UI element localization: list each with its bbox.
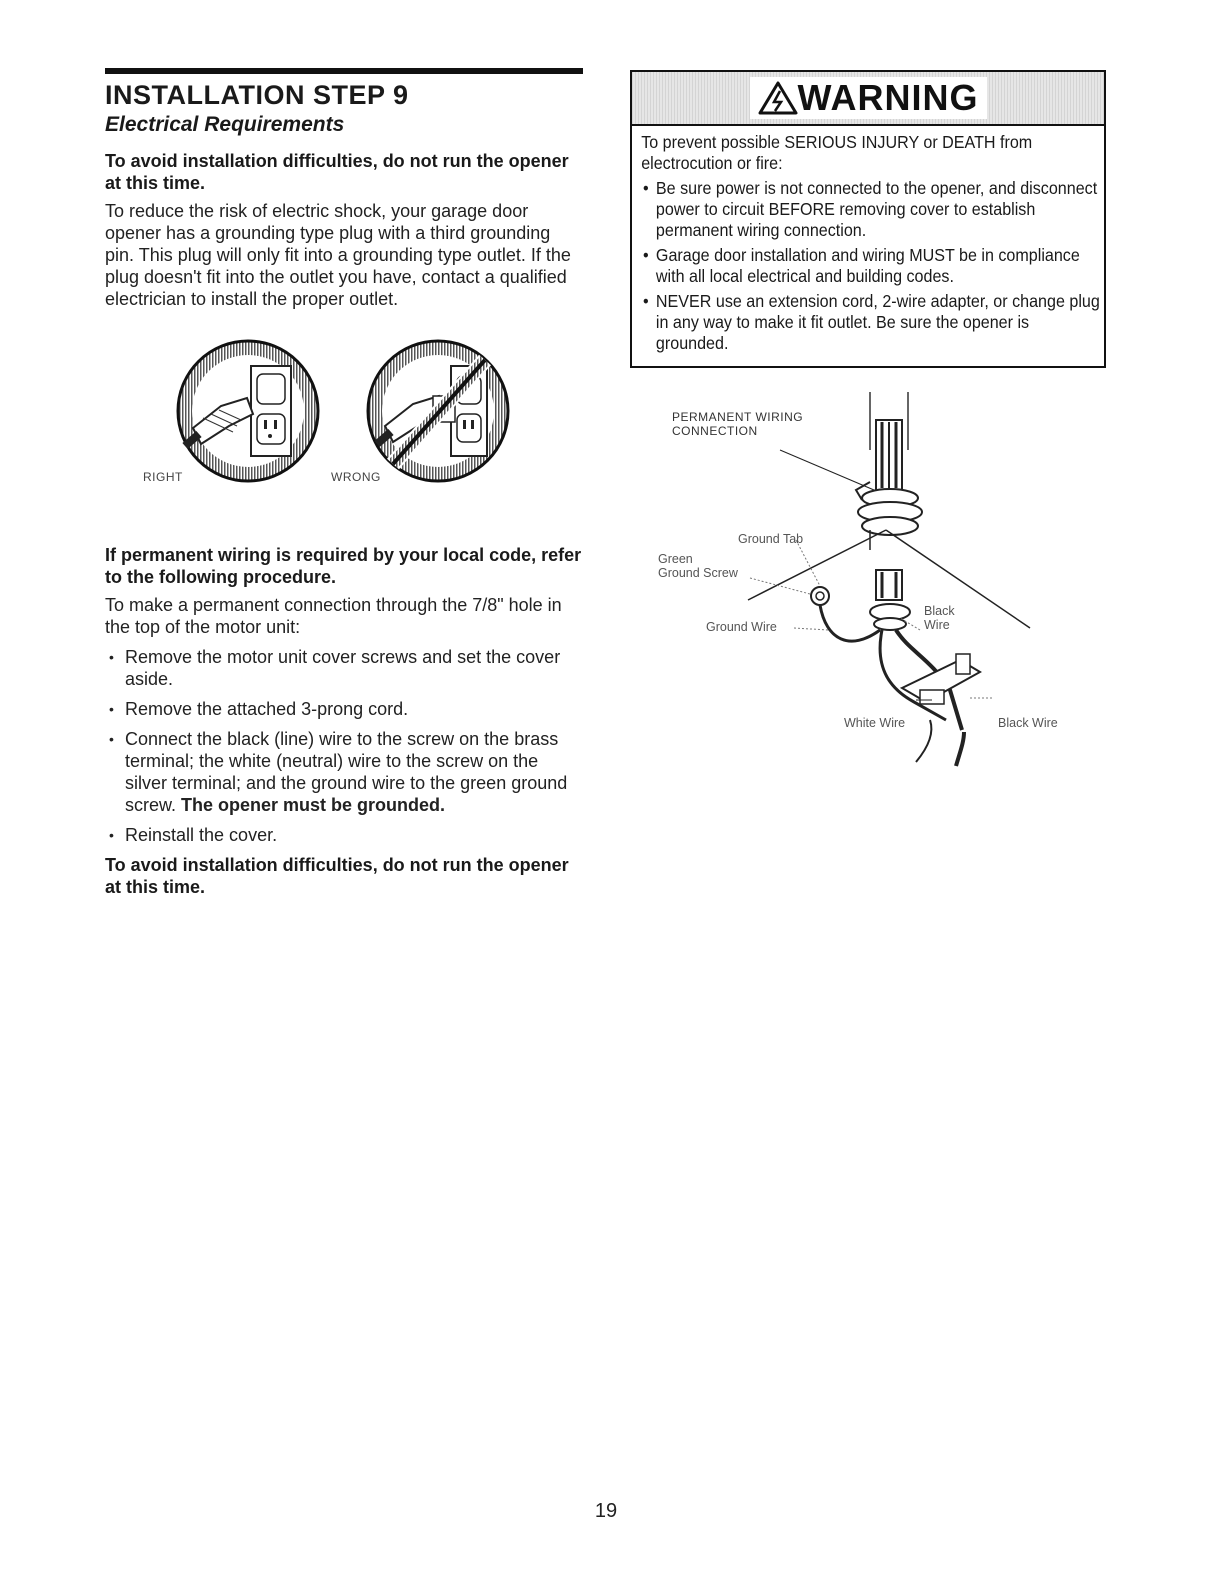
warning-header — [632, 72, 1104, 126]
black-wire-top-line1: Black — [924, 604, 955, 618]
page-number: 19 — [594, 1500, 618, 1522]
diagram-title-line2: CONNECTION — [672, 424, 758, 438]
right-plug-icon — [173, 336, 323, 486]
list-item — [105, 728, 583, 816]
step-title: INSTALLATION STEP 9 — [105, 80, 409, 110]
wiring-diagram — [630, 390, 1106, 770]
intro-body: To reduce the risk of electric shock, your garage door opener has a grounding type plug with a third grounding pin. This plug will only fit into a grounding type outlet. If the plug doesn't fit into the outlet you have, contact a qualified electrician to install the proper outlet. — [105, 201, 571, 309]
intro-lead: To avoid installation difficulties, do not run the opener at this time. — [105, 151, 569, 193]
white-wire-label: White Wire — [844, 716, 906, 730]
warning-header-inner — [750, 77, 987, 119]
procedure-list — [105, 646, 583, 846]
black-wire-top-line2: Wire — [924, 618, 950, 632]
warning-title: WARNING — [797, 77, 979, 118]
wiring-diagram-drawing — [630, 390, 1106, 770]
permanent-lead: If permanent wiring is required by your local code, refer to the following procedure. — [105, 545, 582, 587]
header-rule — [105, 68, 583, 74]
plug-figure — [105, 322, 583, 532]
list-item: • Reinstall the cover. — [105, 824, 583, 846]
step-text: Connect the black (line) wire to the screw on the brass terminal; the white (neutral) wire to the screw on the silver terminal; and the ground wire to the green ground screw. — [125, 729, 568, 815]
grounded-emphasis: The opener must be grounded. — [181, 795, 446, 815]
black-wire-top-label — [924, 604, 955, 632]
electrical-hazard-icon — [758, 81, 798, 115]
green-ground-screw-label — [658, 552, 738, 580]
warning-item: • Garage door installation and wiring MUST be in compliance with all local electrical and building codes. — [641, 245, 1101, 287]
list-item: • Remove the motor unit cover screws and set the cover aside. — [105, 646, 583, 690]
warning-body — [632, 126, 1110, 354]
warning-list — [641, 178, 1101, 354]
green-ground-screw-line2: Ground Screw — [658, 566, 738, 580]
right-label: RIGHT — [143, 470, 183, 484]
warning-item: • NEVER use an extension cord, 2-wire adapter, or change plug in any way to make it fit outlet. Be sure the opener is grounded. — [641, 291, 1101, 354]
diagram-title — [672, 410, 803, 438]
ground-tab-label: Ground Tab — [738, 532, 804, 546]
permanent-body: To make a permanent connection through the 7/8" hole in the top of the motor unit: — [105, 595, 562, 637]
left-column — [105, 68, 583, 904]
wrong-label: WRONG — [331, 470, 381, 484]
list-item: • Remove the attached 3-prong cord. — [105, 698, 583, 720]
step-subtitle: Electrical Requirements — [105, 113, 345, 136]
green-ground-screw-line1: Green — [658, 552, 693, 566]
closing-lead: To avoid installation difficulties, do not run the opener at this time. — [105, 855, 569, 897]
diagram-title-line1: PERMANENT WIRING — [672, 410, 804, 424]
warning-item: • Be sure power is not connected to the opener, and disconnect power to circuit BEFORE removing cover to establish permanent wiring connection. — [641, 178, 1101, 241]
black-wire-label: Black Wire — [998, 716, 1058, 730]
warning-box — [630, 70, 1106, 368]
warning-intro: To prevent possible SERIOUS INJURY or DEATH from electrocution or fire: — [641, 132, 1033, 173]
wrong-plug-icon — [363, 336, 513, 486]
ground-wire-label: Ground Wire — [706, 620, 777, 634]
